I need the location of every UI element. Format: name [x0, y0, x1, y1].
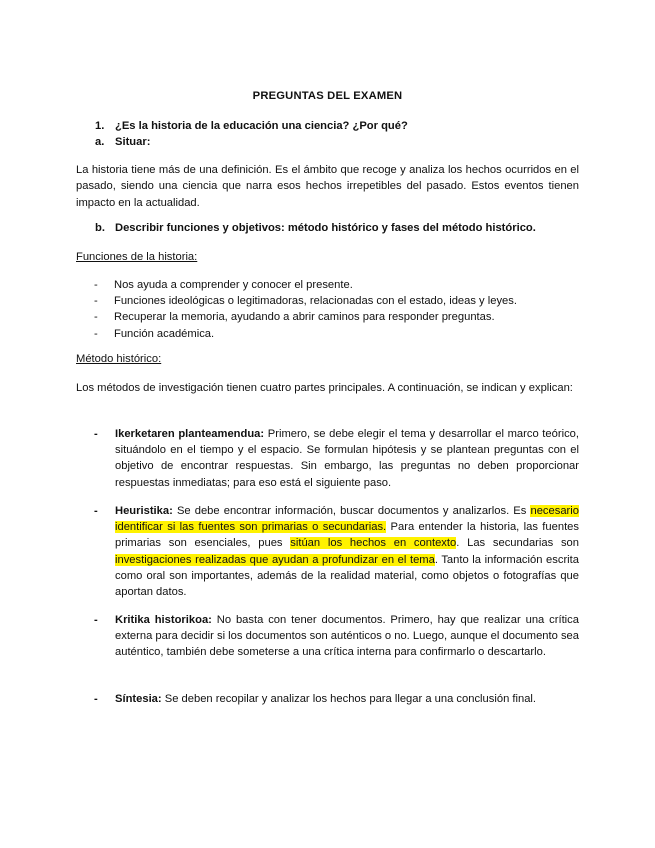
- funciones-heading: Funciones de la historia:: [76, 251, 198, 263]
- list-item: - Función académica.: [94, 327, 215, 340]
- phase-planteamiento: - Ikerketaren planteamendua: Primero, se debe elegir el tema y desarrollar el marco teórico, situándolo en el tiempo y el espacio. Se formulan hipótesis y se plantean preguntas con el objetivo de encontrar respuestas. Sin embargo, las preguntas no deben proporcionar respuestas inmediatas; para eso está el siguiente paso.: [94, 428, 579, 489]
- list-item: - Recuperar la memoria, ayudando a abrir caminos para responder preguntas.: [94, 311, 495, 324]
- sub-a-letter: a.: [95, 136, 105, 148]
- sub-b-letter: b.: [95, 222, 105, 234]
- list-item: - Nos ayuda a comprender y conocer el presente.: [94, 279, 353, 291]
- highlight-1: necesario identificar si las fuentes son primarias o secundarias.: [115, 505, 579, 534]
- highlight-2: sitúan los hechos en contexto: [290, 537, 457, 550]
- document-title: PREGUNTAS DEL EXAMEN: [252, 90, 403, 102]
- metodo-heading: Método histórico:: [76, 353, 162, 365]
- sub-a-heading: Situar:: [115, 136, 151, 148]
- funciones-list: [94, 277, 574, 342]
- question-1-text: ¿Es la historia de la educación una ciencia? ¿Por qué?: [115, 120, 408, 132]
- question-1-number: 1.: [95, 120, 105, 132]
- phase-term: Heuristika:: [115, 505, 173, 517]
- phase-term: Ikerketaren planteamendua:: [115, 428, 265, 440]
- phase-term: Kritika historikoa:: [115, 614, 212, 626]
- metodo-intro: Los métodos de investigación tienen cuatro partes principales. A continuación, se indican y explican:: [76, 382, 573, 394]
- phase-sintesia: - Síntesia: Se deben recopilar y analizar los hechos para llegar a una conclusión final.: [94, 693, 537, 705]
- intro-paragraph: La historia tiene más de una definición. Es el ámbito que recoge y analiza los hechos ocurridos en el pasado, siendo una ciencia que narra esos hechos irrepetibles del pasado. Estos eventos tienen impacto en la actualidad.: [76, 164, 579, 209]
- phase-term: Síntesia:: [115, 693, 162, 705]
- phase-heuristika: - Heuristika: Se debe encontrar información, buscar documentos y analizarlos. Es necesario identificar si las fuentes son primarias o secundarias. Para entender la historia, las fuentes primarias son esenciales, pues sitúan los hechos en contexto. Las secundarias son investigaciones realizadas que ayudan a profundizar en el tema. Tanto la información escrita como oral son importantes, además de la realidad material, como objetos o fotografías que aportan datos.: [94, 505, 579, 599]
- sub-b-heading: Describir funciones y objetivos: método histórico y fases del método histórico.: [115, 222, 536, 234]
- phase-kritika: - Kritika historikoa: No basta con tener documentos. Primero, hay que realizar una crítica externa para decidir si los documentos son auténticos o no. Luego, aunque el documento sea auténtico, también debe someterse a una crítica interna para confirmarlo o descartarlo.: [94, 614, 579, 659]
- highlight-3: investigaciones realizadas que ayudan a profundizar en el tema: [115, 553, 435, 566]
- list-item: - Funciones ideológicas o legitimadoras, relacionadas con el estado, ideas y leyes.: [94, 295, 517, 308]
